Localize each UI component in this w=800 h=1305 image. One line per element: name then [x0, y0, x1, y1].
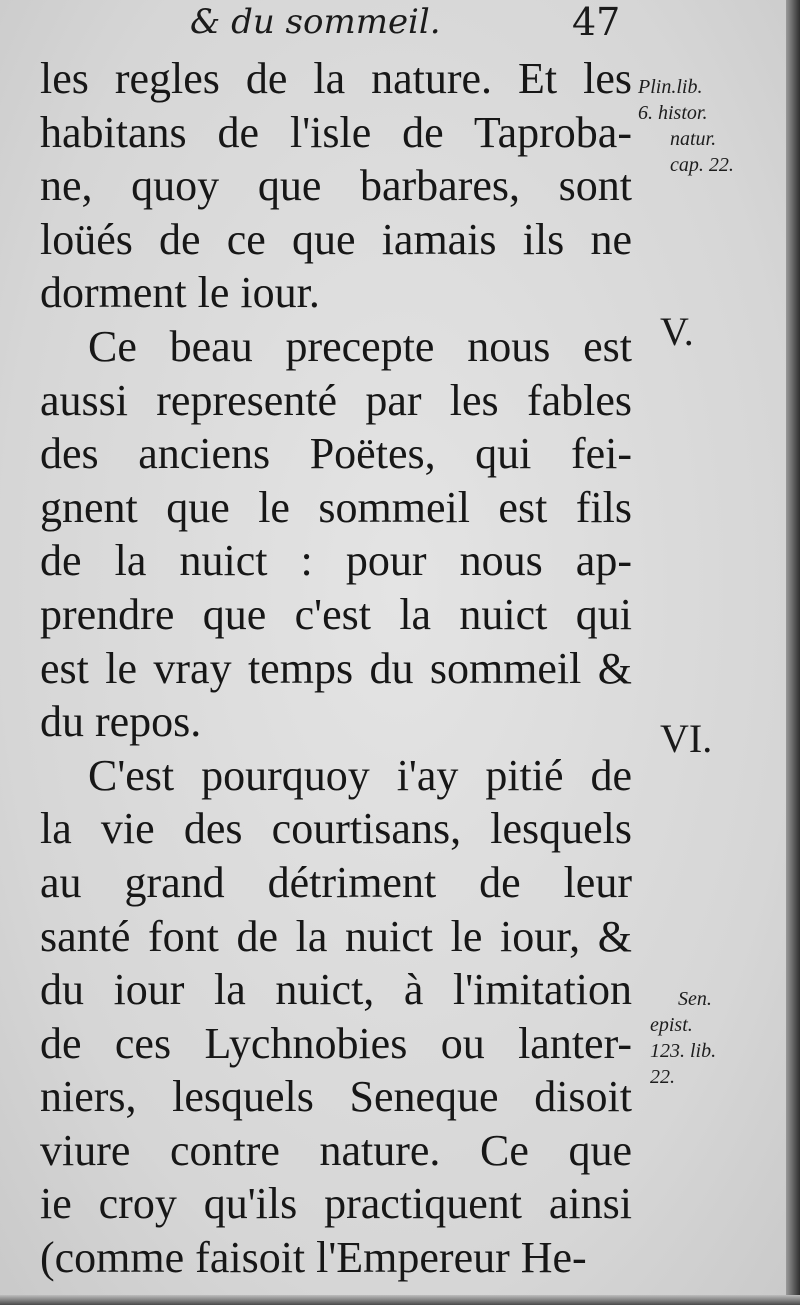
margin-note-line: cap. 22. [670, 154, 734, 176]
text-line: ie croy qu'ils practiquent ainsi [40, 1179, 632, 1229]
text-line: gnent que le sommeil est fils [40, 482, 632, 532]
section-marker-v: V. [660, 309, 694, 354]
margin-note-line: 22. [650, 1066, 675, 1088]
margin-note-line: 6. histor. [638, 102, 708, 124]
text-line: de ces Lychnobies ou lanter- [40, 1018, 632, 1068]
text-line: aussi representé par les fables [40, 375, 632, 425]
margin-note-line: Plin.lib. [638, 76, 703, 98]
text-line: les regles de la nature. Et les [40, 54, 632, 103]
text-line: de la nuict : pour nous ap- [40, 536, 632, 586]
page-number: 47 [572, 0, 621, 44]
text-line: C'est pourquoy i'ay pitié de [88, 750, 632, 800]
margin-note-line: epist. [650, 1014, 693, 1036]
margin-note-pliny [638, 74, 734, 178]
text-line: loüés de ce que iamais ils ne [40, 214, 632, 264]
text-line: habitans de l'isle de Taproba- [40, 107, 632, 157]
text-line: prendre que c'est la nuict qui [40, 589, 632, 639]
text-line: (comme faisoit l'Empereur He- [40, 1233, 587, 1283]
page-bottom-shadow [0, 1295, 800, 1305]
running-head: & du sommeil. [190, 2, 441, 42]
body-text [40, 52, 632, 1285]
text-line: au grand détriment de leur [40, 857, 632, 907]
margin-note-line: 123. lib. [650, 1040, 717, 1062]
text-line: du repos. [40, 697, 202, 747]
text-line: est le vray temps du sommeil & [40, 643, 632, 693]
text-line: ne, quoy que barbares, sont [40, 161, 632, 211]
text-line: viure contre nature. Ce que [40, 1125, 632, 1175]
text-line: Ce beau precepte nous est [88, 321, 632, 371]
page-edge-shadow [786, 0, 800, 1305]
text-line: des anciens Poëtes, qui fei- [40, 429, 632, 479]
margin-note-seneca [650, 986, 716, 1090]
page-header [0, 0, 800, 46]
margin-note-line: Sen. [678, 988, 712, 1010]
section-marker-vi: VI. [660, 716, 713, 761]
text-line: du iour la nuict, à l'imitation [40, 965, 632, 1015]
text-line: niers, lesquels Seneque disoit [40, 1072, 632, 1122]
text-line: santé font de la nuict le iour, & [40, 911, 632, 961]
text-line: dorment le iour. [40, 268, 320, 318]
text-line: la vie des courtisans, lesquels [40, 804, 632, 854]
margin-note-line: natur. [670, 128, 717, 150]
